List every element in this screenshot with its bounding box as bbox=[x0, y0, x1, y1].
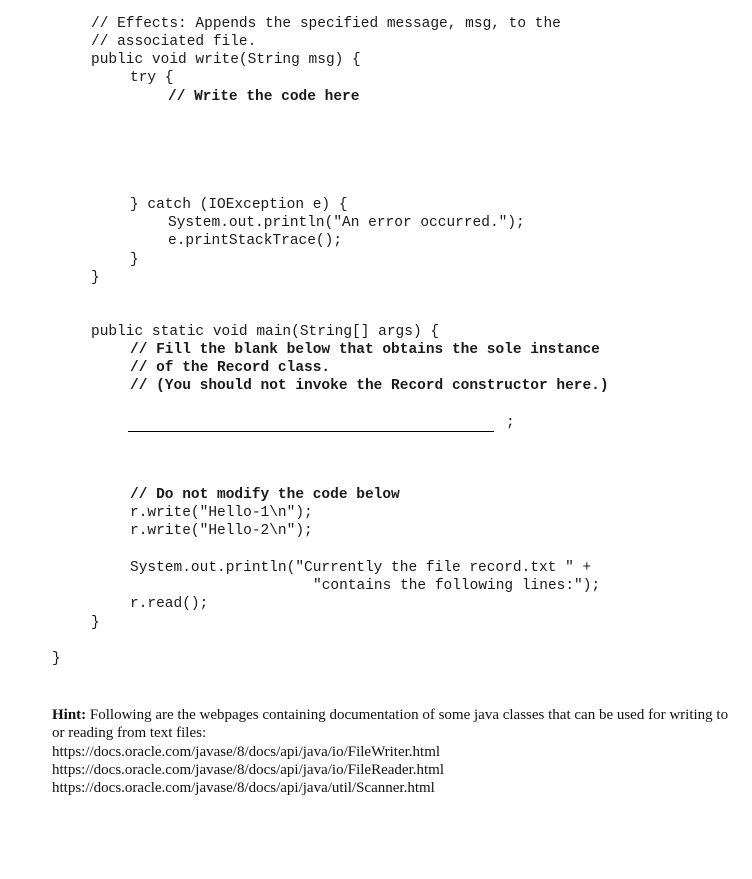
code-println-contains: "contains the following lines:"); bbox=[313, 578, 601, 594]
fill-in-blank-line[interactable] bbox=[128, 431, 494, 432]
code-comment-write-here: // Write the code here bbox=[168, 89, 360, 105]
code-print-stack-trace: e.printStackTrace(); bbox=[168, 233, 343, 249]
code-read: r.read(); bbox=[130, 596, 209, 612]
code-main-close-brace: } bbox=[91, 615, 100, 631]
code-comment-fill-blank-3: // (You should not invoke the Record constructor here.) bbox=[130, 378, 609, 394]
hint-link-filereader[interactable]: https://docs.oracle.com/javase/8/docs/api/java/io/FileReader.html bbox=[52, 761, 444, 778]
code-comment-fill-blank-2: // of the Record class. bbox=[130, 360, 331, 376]
code-write-close-brace: } bbox=[91, 270, 100, 286]
code-class-close-brace: } bbox=[52, 651, 61, 667]
code-try: try { bbox=[130, 70, 174, 86]
code-catch-close-brace: } bbox=[130, 252, 139, 268]
code-comment-effects-1: // Effects: Appends the specified message, msg, to the bbox=[91, 16, 561, 32]
code-write-hello-1: r.write("Hello-1\n"); bbox=[130, 505, 313, 521]
code-catch: } catch (IOException e) { bbox=[130, 197, 348, 213]
code-comment-effects-2: // associated file. bbox=[91, 34, 257, 50]
hint-link-filewriter[interactable]: https://docs.oracle.com/javase/8/docs/api/java/io/FileWriter.html bbox=[52, 743, 441, 760]
code-main-signature: public static void main(String[] args) { bbox=[91, 324, 440, 340]
code-println-currently: System.out.println("Currently the file record.txt " + bbox=[130, 560, 592, 576]
code-println-error: System.out.println("An error occurred."); bbox=[168, 215, 525, 231]
code-write-hello-2: r.write("Hello-2\n"); bbox=[130, 523, 313, 539]
code-comment-fill-blank-1: // Fill the blank below that obtains the sole instance bbox=[130, 342, 600, 358]
hint-paragraph bbox=[52, 706, 732, 797]
hint-text: Following are the webpages containing documentation of some java classes that can be used for writing to or reading from text files: bbox=[52, 707, 729, 742]
code-comment-do-not-modify: // Do not modify the code below bbox=[130, 487, 400, 503]
code-semicolon: ; bbox=[506, 415, 515, 431]
code-write-signature: public void write(String msg) { bbox=[91, 52, 361, 68]
hint-label: Hint: bbox=[52, 707, 87, 723]
hint-link-scanner[interactable]: https://docs.oracle.com/javase/8/docs/api/java/util/Scanner.html bbox=[52, 780, 435, 797]
